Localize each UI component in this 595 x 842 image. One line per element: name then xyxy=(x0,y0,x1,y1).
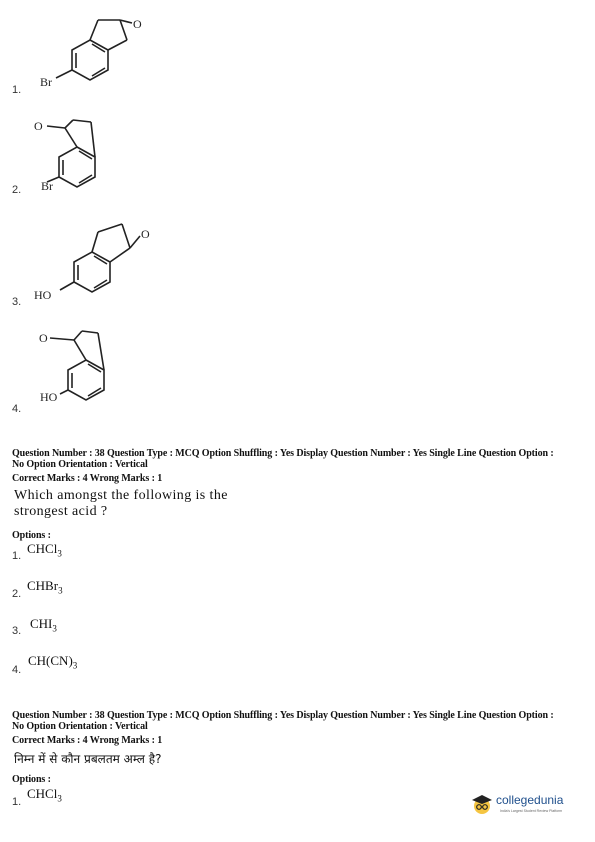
option-number: 1. xyxy=(12,84,22,96)
option-number: 1. xyxy=(12,550,22,562)
options-label: Options : xyxy=(12,530,51,541)
structure-1 xyxy=(30,12,160,97)
carbonyl-label: O xyxy=(39,331,48,345)
structure-2 xyxy=(25,112,145,197)
option-number: 1. xyxy=(12,796,22,808)
option-number: 3. xyxy=(12,625,22,637)
structure-3 xyxy=(30,218,160,303)
question-meta-hindi xyxy=(12,710,592,732)
option-2-formula[interactable]: CHBr$_3$ xyxy=(27,578,63,596)
option-4-formula[interactable]: $CH(CN)_3$ xyxy=(28,653,78,671)
substituent-label: HO xyxy=(40,390,58,404)
option-number: 3. xyxy=(12,296,22,308)
question-marks: Correct Marks : 4 Wrong Marks : 1 xyxy=(12,735,163,746)
carbonyl-label: O xyxy=(133,17,142,31)
logo-name: collegedunia xyxy=(496,793,564,807)
option-1-formula-hindi[interactable]: CHCl$_3$ xyxy=(27,786,62,804)
option-3-formula[interactable]: $CHI_3$ xyxy=(30,616,57,634)
logo-tagline: India's Largest Student Review Platform xyxy=(500,809,563,813)
question-meta xyxy=(12,448,592,470)
options-label: Options : xyxy=(12,774,51,785)
structure-4 xyxy=(30,322,150,407)
question-text-line1: Which amongst the following is the xyxy=(14,488,228,503)
question-meta-line2: No Option Orientation : Vertical xyxy=(12,459,148,470)
option-number: 2. xyxy=(12,184,22,196)
substituent-label: Br xyxy=(41,179,53,193)
graduate-cap-icon xyxy=(470,792,494,816)
question-meta-line1: Question Number : 38 Question Type : MCQ Option Shuffling : Yes Display Question Number : Yes Single Line Question Option : xyxy=(12,710,554,721)
collegedunia-logo xyxy=(470,792,590,820)
question-text xyxy=(14,488,228,520)
substituent-label: HO xyxy=(34,288,52,302)
question-meta-line2: No Option Orientation : Vertical xyxy=(12,721,148,732)
option-number: 4. xyxy=(12,664,22,676)
question-text-line2: strongest acid ? xyxy=(14,504,108,519)
carbonyl-label: O xyxy=(34,119,43,133)
option-number: 4. xyxy=(12,403,22,415)
question-text-hindi: निम्न में से कौन प्रबलतम अम्ल है? xyxy=(14,752,162,766)
option-1-formula[interactable]: CHCl$_3$ xyxy=(27,541,62,559)
substituent-label: Br xyxy=(40,75,52,89)
question-meta-line1: Question Number : 38 Question Type : MCQ Option Shuffling : Yes Display Question Number : Yes Single Line Question Option : xyxy=(12,448,554,459)
option-number: 2. xyxy=(12,588,22,600)
carbonyl-label: O xyxy=(141,227,150,241)
question-marks: Correct Marks : 4 Wrong Marks : 1 xyxy=(12,473,163,484)
